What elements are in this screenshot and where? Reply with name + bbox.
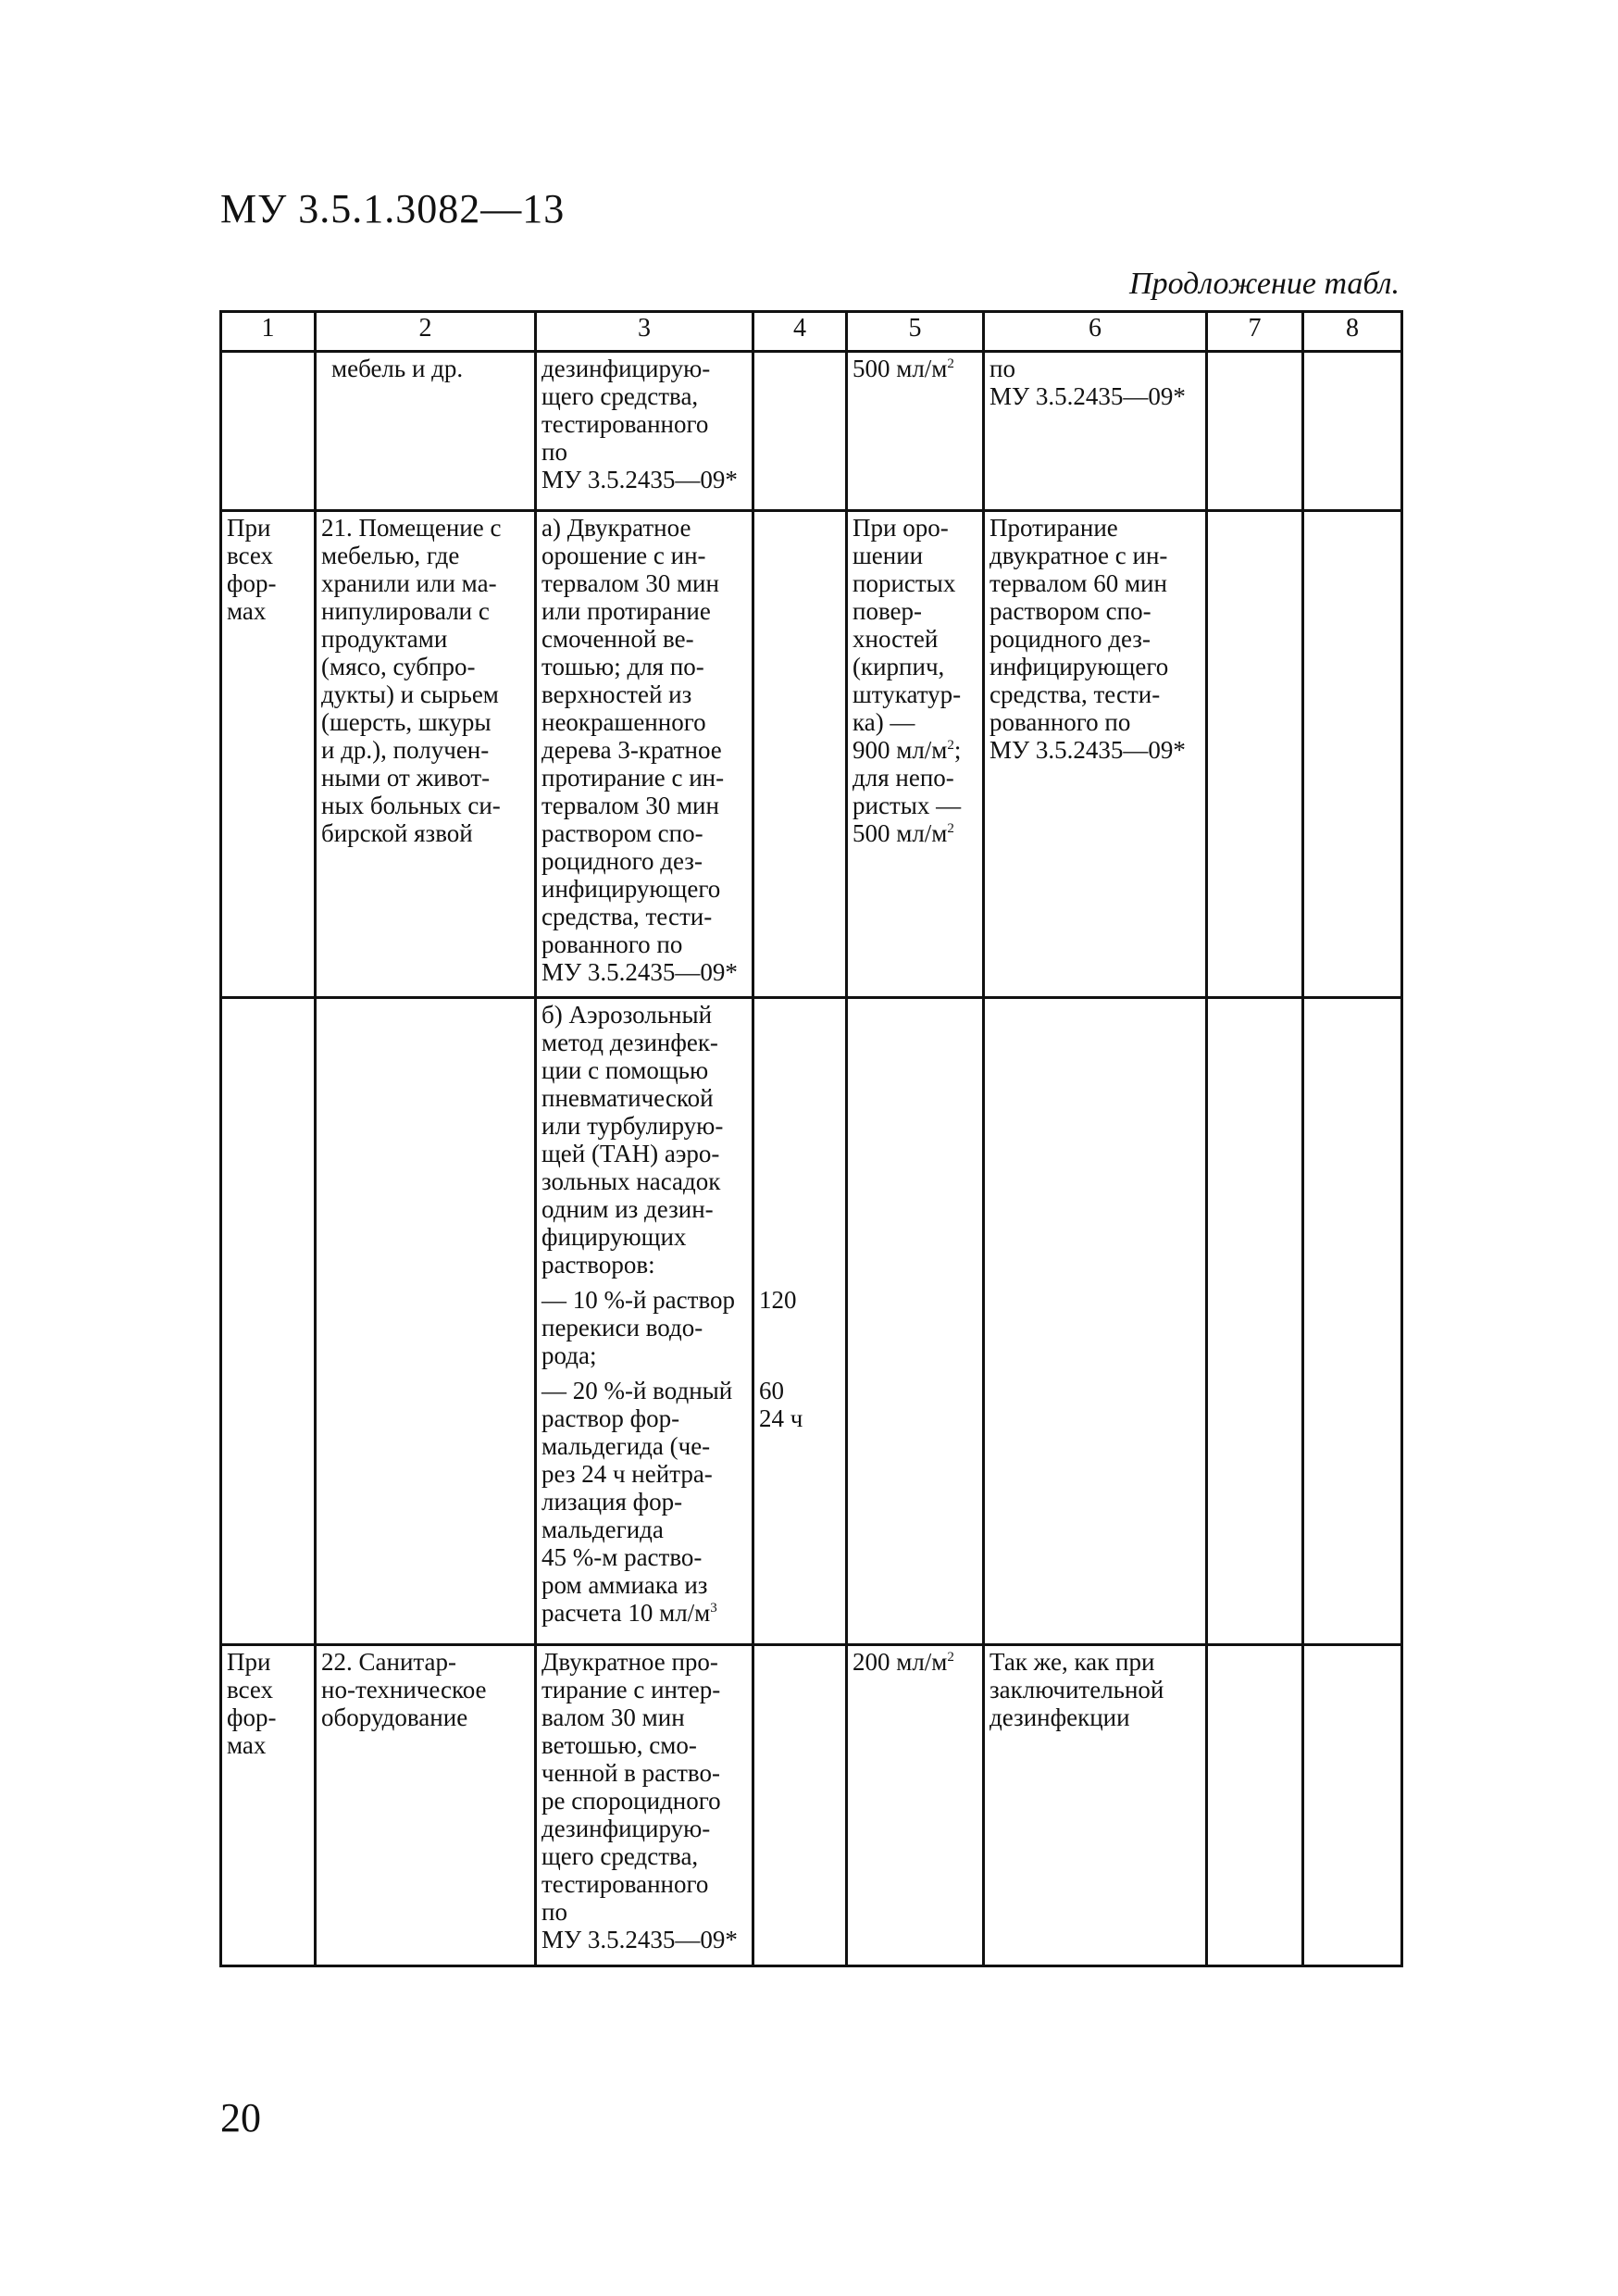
cell-final-disinfection xyxy=(984,511,1207,998)
text-line: дерева 3-кратное xyxy=(541,736,722,764)
text-line: перекиси водо- xyxy=(541,1314,703,1341)
cell-method xyxy=(536,511,753,998)
column-header-8: 8 xyxy=(1303,312,1402,352)
cell-final-disinfection xyxy=(984,1645,1207,1966)
text-line: одним из дезин- xyxy=(541,1195,714,1223)
text-line: МУ 3.5.2435—09* xyxy=(541,466,738,493)
text-line: всех xyxy=(227,542,274,569)
column-header-4: 4 xyxy=(753,312,847,352)
text-line: При оро- xyxy=(853,514,949,542)
text-line: щего средства, xyxy=(541,382,699,410)
text-line: тервалом 30 мин xyxy=(541,792,719,819)
time-value: 120 xyxy=(759,1286,797,1314)
text-line: орошение с ин- xyxy=(541,542,706,569)
text-line: пористых xyxy=(853,569,956,597)
text-line: тестированного xyxy=(541,1870,709,1898)
text-line: по xyxy=(541,1898,567,1926)
text-line: мальдегида xyxy=(541,1516,664,1543)
text-line: тервалом 30 мин xyxy=(541,569,719,597)
table-row xyxy=(221,998,1402,1645)
text-line: хранили или ма- xyxy=(321,569,497,597)
cell-col7 xyxy=(1207,352,1303,511)
cell-col7 xyxy=(1207,998,1303,1645)
cell-rate xyxy=(847,998,984,1645)
disinfection-table xyxy=(219,310,1403,1967)
text-line: по xyxy=(989,355,1015,382)
cell-method xyxy=(536,352,753,511)
text-line: Двукратное про- xyxy=(541,1648,718,1676)
text-line: тошью; для по- xyxy=(541,653,704,680)
text-line: бирской язвой xyxy=(321,819,473,847)
text-line: щей (ТАН) аэро- xyxy=(541,1140,720,1167)
text-line: 22. Санитар- xyxy=(321,1648,456,1676)
cell-final-disinfection xyxy=(984,998,1207,1645)
text-line: тирание с интер- xyxy=(541,1676,721,1703)
cell-col8 xyxy=(1303,998,1402,1645)
text-line: роцидного дез- xyxy=(989,625,1151,653)
rate-value: 500 $мл/м^2$ xyxy=(853,819,954,847)
text-line: или турбулирую- xyxy=(541,1112,724,1140)
text-line: всех xyxy=(227,1676,274,1703)
text-line: 45 %-м раство- xyxy=(541,1543,703,1571)
text-line: дезинфицирую- xyxy=(541,355,711,382)
text-line: рованного по xyxy=(989,708,1131,736)
text-line: ции с помощью xyxy=(541,1056,709,1084)
text-line: по xyxy=(541,438,567,466)
cell-rate xyxy=(847,1645,984,1966)
text-line: ных больных си- xyxy=(321,792,501,819)
text-line: шении xyxy=(853,542,924,569)
text-line: фицирующих xyxy=(541,1223,687,1251)
text-line: ром аммиака из xyxy=(541,1571,708,1599)
text-line: хностей xyxy=(853,625,939,653)
column-header-5: 5 xyxy=(847,312,984,352)
text-line: мальдегида (че- xyxy=(541,1432,711,1460)
text-line: метод дезинфек- xyxy=(541,1029,718,1056)
cell-object xyxy=(316,998,536,1645)
text-line: фор- xyxy=(227,1703,277,1731)
text-line: роцидного дез- xyxy=(541,847,703,875)
cell-rate xyxy=(847,511,984,998)
text-line: расчета 10 $мл/м^3$ xyxy=(541,1599,717,1627)
text-line: средства, тести- xyxy=(541,903,713,930)
text-line: инфицирующего xyxy=(989,653,1169,680)
column-header-1: 1 xyxy=(221,312,316,352)
text-line: ченной в раство- xyxy=(541,1759,720,1787)
text-line: (мясо, субпро- xyxy=(321,653,476,680)
time-value: 60 xyxy=(759,1377,784,1404)
text-line: оборудование xyxy=(321,1703,468,1731)
text-line: Так же, как при xyxy=(989,1648,1155,1676)
cell-object xyxy=(316,511,536,998)
text-line: раствором спо- xyxy=(989,597,1151,625)
text-line: При xyxy=(227,1648,271,1676)
text-line: ными от живот- xyxy=(321,764,491,792)
text-line: зольных насадок xyxy=(541,1167,721,1195)
text-line: верхностей из xyxy=(541,680,692,708)
cell-rate xyxy=(847,352,984,511)
cell-time xyxy=(753,511,847,998)
text-line: мах xyxy=(227,1731,267,1759)
text-line: — 20 %-й водный xyxy=(541,1377,733,1404)
text-line: протирание с ин- xyxy=(541,764,725,792)
text-line: ка) — xyxy=(853,708,915,736)
text-line: мебелью, где xyxy=(321,542,460,569)
text-line: продуктами xyxy=(321,625,448,653)
text-line: лизация фор- xyxy=(541,1488,683,1516)
cell-col7 xyxy=(1207,511,1303,998)
text-line: рез 24 ч нейтра- xyxy=(541,1460,713,1488)
rate-value: 900 $мл/м^2$; xyxy=(853,736,962,764)
text-line: (кирпич, xyxy=(853,653,945,680)
table-row xyxy=(221,352,1402,511)
text-line: МУ 3.5.2435—09* xyxy=(541,958,738,986)
cell-method xyxy=(536,1645,753,1966)
text-line: МУ 3.5.2435—09* xyxy=(541,1926,738,1953)
table-row xyxy=(221,511,1402,998)
text-line: рода; xyxy=(541,1341,597,1369)
text-line: тестированного xyxy=(541,410,709,438)
column-header-7: 7 xyxy=(1207,312,1303,352)
page-number: 20 xyxy=(220,2095,261,2140)
cell-col7 xyxy=(1207,1645,1303,1966)
text-line: мах xyxy=(227,597,267,625)
text-line: инфицирующего xyxy=(541,875,721,903)
text-line: 21. Помещение с xyxy=(321,514,502,542)
text-line: средства, тести- xyxy=(989,680,1161,708)
text-line: Протирание xyxy=(989,514,1118,542)
text-line: но-техническое xyxy=(321,1676,487,1703)
text-line: заключительной xyxy=(989,1676,1164,1703)
column-header-2: 2 xyxy=(316,312,536,352)
text-line: дезинфекции xyxy=(989,1703,1130,1731)
text-line: МУ 3.5.2435—09* xyxy=(989,736,1186,764)
text-line: раствор фор- xyxy=(541,1404,680,1432)
text-line: раствором спо- xyxy=(541,819,703,847)
text-line: пневматической xyxy=(541,1084,714,1112)
text-line: и др.), получен- xyxy=(321,736,490,764)
header-row xyxy=(221,312,1402,352)
text-line: растворов: xyxy=(541,1251,655,1279)
text-line: нипулировали с xyxy=(321,597,490,625)
cell-col8 xyxy=(1303,511,1402,998)
time-value: 24 ч xyxy=(759,1404,803,1432)
text-line: ристых — xyxy=(853,792,962,819)
rate-value: 200 $мл/м^2$ xyxy=(853,1648,954,1676)
text-line: (шерсть, шкуры xyxy=(321,708,492,736)
table-row xyxy=(221,1645,1402,1966)
cell-method xyxy=(536,998,753,1645)
cell-time xyxy=(753,1645,847,1966)
text-line: фор- xyxy=(227,569,277,597)
rate-value: 500 $мл/м^2$ xyxy=(853,355,954,382)
document-code: МУ 3.5.1.3082—13 xyxy=(220,186,566,231)
cell-object xyxy=(316,1645,536,1966)
text-line: для непо- xyxy=(853,764,954,792)
text-line: смоченной ве- xyxy=(541,625,694,653)
text-line: неокрашенного xyxy=(541,708,706,736)
text-line: дукты) и сырьем xyxy=(321,680,499,708)
cell-final-disinfection xyxy=(984,352,1207,511)
text-line: двукратное с ин- xyxy=(989,542,1168,569)
column-header-3: 3 xyxy=(536,312,753,352)
cell-col8 xyxy=(1303,352,1402,511)
cell-form xyxy=(221,511,316,998)
column-header-6: 6 xyxy=(984,312,1207,352)
text-line: щего средства, xyxy=(541,1842,699,1870)
text-line: МУ 3.5.2435—09* xyxy=(989,382,1186,410)
text-line: штукатур- xyxy=(853,680,962,708)
text-line: дезинфицирую- xyxy=(541,1815,711,1842)
text-line: валом 30 мин xyxy=(541,1703,685,1731)
text-line: или протирание xyxy=(541,597,711,625)
text-line: ре спороцидного xyxy=(541,1787,721,1815)
text-line: мебель и др. xyxy=(331,355,464,382)
cell-time xyxy=(753,352,847,511)
text-line: ветошью, смо- xyxy=(541,1731,697,1759)
text-line: тервалом 60 мин xyxy=(989,569,1167,597)
cell-form xyxy=(221,1645,316,1966)
text-line: повер- xyxy=(853,597,923,625)
cell-object xyxy=(316,352,536,511)
cell-col8 xyxy=(1303,1645,1402,1966)
text-line: б) Аэрозольный xyxy=(541,1001,713,1029)
text-line: рованного по xyxy=(541,930,683,958)
cell-time xyxy=(753,998,847,1645)
table-continuation-label: Продложение табл. xyxy=(1129,267,1400,301)
cell-form xyxy=(221,352,316,511)
cell-form xyxy=(221,998,316,1645)
text-line: — 10 %-й раствор xyxy=(541,1286,736,1314)
text-line: При xyxy=(227,514,271,542)
text-line: а) Двукратное xyxy=(541,514,691,542)
